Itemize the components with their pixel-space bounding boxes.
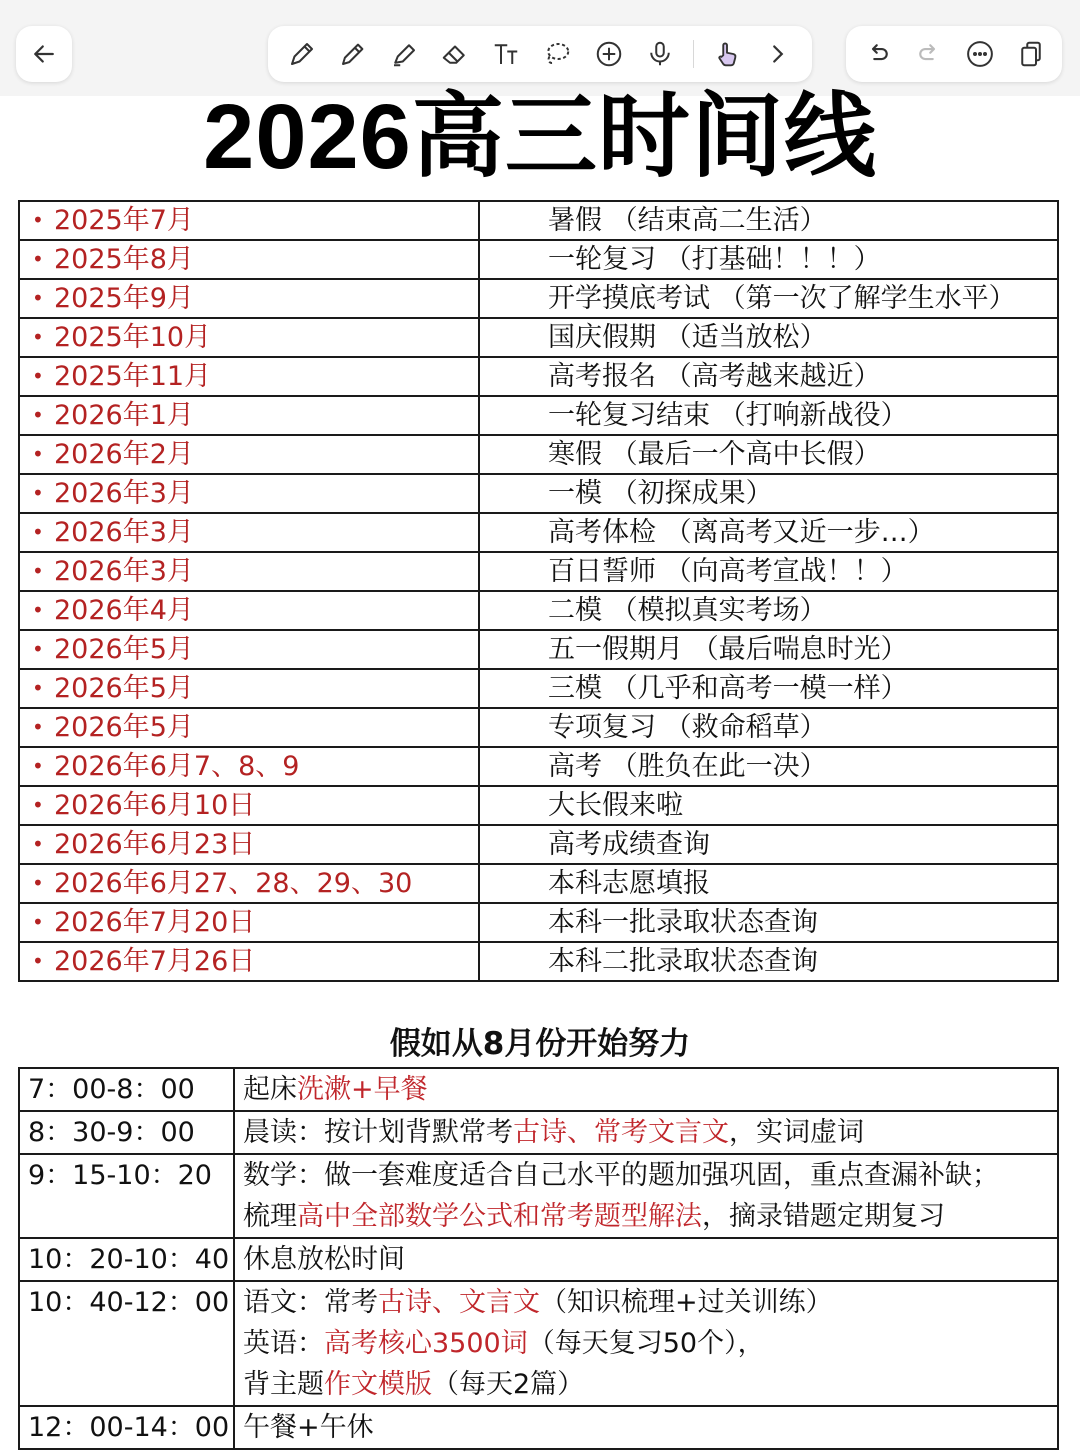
timeline-date-cell bbox=[19, 942, 479, 981]
task-text: 午餐+午休 bbox=[243, 1412, 374, 1443]
chevron-right-icon[interactable] bbox=[760, 36, 796, 72]
bullet-icon: • bbox=[32, 793, 44, 817]
schedule-task bbox=[234, 1154, 1058, 1238]
timeline-table bbox=[18, 200, 1059, 982]
timeline-row bbox=[19, 552, 1058, 591]
task-text: （每天复习50个）， bbox=[527, 1328, 765, 1359]
timeline-date: 2025年10月 bbox=[54, 322, 212, 353]
schedule-row bbox=[19, 1154, 1058, 1238]
timeline-date-cell bbox=[19, 318, 479, 357]
bullet-icon: • bbox=[32, 676, 44, 700]
timeline-event: 二模 （模拟真实考场） bbox=[479, 591, 1058, 630]
timeline-row bbox=[19, 786, 1058, 825]
schedule-task bbox=[234, 1281, 1058, 1406]
timeline-event: 国庆假期 （适当放松） bbox=[479, 318, 1058, 357]
timeline-date: 2026年6月10日 bbox=[54, 790, 256, 821]
timeline-date: 2026年1月 bbox=[54, 400, 194, 431]
schedule-task-line bbox=[243, 1196, 1057, 1237]
schedule-task-line bbox=[243, 1155, 1057, 1196]
schedule-task bbox=[234, 1238, 1058, 1281]
task-text: 语文：常考 bbox=[243, 1287, 378, 1318]
bullet-icon: • bbox=[32, 559, 44, 583]
timeline-row bbox=[19, 708, 1058, 747]
timeline-event: 开学摸底考试 （第一次了解学生水平） bbox=[479, 279, 1058, 318]
timeline-date: 2026年6月27、28、29、30 bbox=[54, 868, 413, 899]
undo-icon[interactable] bbox=[860, 36, 896, 72]
microphone-icon[interactable] bbox=[642, 36, 678, 72]
bullet-icon: • bbox=[32, 364, 44, 388]
timeline-date-cell bbox=[19, 240, 479, 279]
timeline-row bbox=[19, 201, 1058, 240]
bullet-icon: • bbox=[32, 832, 44, 856]
timeline-date: 2026年3月 bbox=[54, 556, 194, 587]
lasso-icon[interactable] bbox=[539, 36, 575, 72]
bullet-icon: • bbox=[32, 754, 44, 778]
schedule-row bbox=[19, 1238, 1058, 1281]
timeline-date: 2026年7月20日 bbox=[54, 907, 256, 938]
timeline-date-cell bbox=[19, 903, 479, 942]
hand-pointer-icon[interactable] bbox=[709, 36, 745, 72]
timeline-date-cell bbox=[19, 474, 479, 513]
document-actions bbox=[846, 26, 1062, 82]
timeline-event: 百日誓师 （向高考宣战！！） bbox=[479, 552, 1058, 591]
bullet-icon: • bbox=[32, 325, 44, 349]
timeline-row bbox=[19, 513, 1058, 552]
schedule-task bbox=[234, 1111, 1058, 1154]
bullet-icon: • bbox=[32, 637, 44, 661]
bullet-icon: • bbox=[32, 910, 44, 934]
bullet-icon: • bbox=[32, 403, 44, 427]
schedule-time: 8：30-9：00 bbox=[19, 1111, 234, 1154]
timeline-row bbox=[19, 396, 1058, 435]
timeline-row bbox=[19, 240, 1058, 279]
bullet-icon: • bbox=[32, 286, 44, 310]
timeline-row bbox=[19, 318, 1058, 357]
bullet-icon: • bbox=[32, 598, 44, 622]
task-text: 起床 bbox=[243, 1074, 297, 1105]
timeline-date-cell bbox=[19, 786, 479, 825]
timeline-row bbox=[19, 474, 1058, 513]
timeline-date-cell bbox=[19, 747, 479, 786]
timeline-date: 2026年2月 bbox=[54, 439, 194, 470]
timeline-date-cell bbox=[19, 396, 479, 435]
marker-icon[interactable] bbox=[386, 36, 422, 72]
bullet-icon: • bbox=[32, 949, 44, 973]
timeline-event: 大长假来啦 bbox=[479, 786, 1058, 825]
schedule-row bbox=[19, 1068, 1058, 1111]
bullet-icon: • bbox=[32, 871, 44, 895]
bullet-icon: • bbox=[32, 520, 44, 544]
schedule-time: 10：40-12：00 bbox=[19, 1281, 234, 1406]
timeline-date-cell bbox=[19, 825, 479, 864]
redo-icon[interactable] bbox=[911, 36, 947, 72]
timeline-event: 一轮复习 （打基础！！！） bbox=[479, 240, 1058, 279]
highlight-text: 古诗、文言文 bbox=[378, 1287, 540, 1318]
timeline-row bbox=[19, 903, 1058, 942]
timeline-event: 高考体检 （离高考又近一步…） bbox=[479, 513, 1058, 552]
bullet-icon: • bbox=[32, 715, 44, 739]
schedule-task-line bbox=[243, 1069, 1057, 1110]
timeline-event: 寒假 （最后一个高中长假） bbox=[479, 435, 1058, 474]
schedule-title: 假如从8月份开始努力 bbox=[389, 1026, 691, 1062]
toolbar-divider bbox=[693, 40, 694, 68]
more-icon[interactable] bbox=[962, 36, 998, 72]
timeline-row bbox=[19, 825, 1058, 864]
timeline-date: 2026年3月 bbox=[54, 517, 194, 548]
timeline-event: 高考 （胜负在此一决） bbox=[479, 747, 1058, 786]
arrow-left-icon bbox=[26, 36, 62, 72]
timeline-row bbox=[19, 630, 1058, 669]
timeline-date: 2026年7月26日 bbox=[54, 946, 256, 977]
timeline-date-cell bbox=[19, 591, 479, 630]
timeline-event: 高考成绩查询 bbox=[479, 825, 1058, 864]
schedule-task bbox=[234, 1406, 1058, 1449]
back-button[interactable] bbox=[16, 26, 72, 82]
timeline-event: 暑假 （结束高二生活） bbox=[479, 201, 1058, 240]
timeline-date: 2026年5月 bbox=[54, 634, 194, 665]
schedule-task-line bbox=[243, 1282, 1057, 1323]
task-text: 数学：做一套难度适合自己水平的题加强巩固，重点查漏补缺； bbox=[243, 1160, 999, 1191]
timeline-event: 五一假期月 （最后喘息时光） bbox=[479, 630, 1058, 669]
timeline-date-cell bbox=[19, 708, 479, 747]
task-text: （每天2篇） bbox=[432, 1369, 585, 1400]
highlight-text: 高考核心3500词 bbox=[324, 1328, 528, 1359]
timeline-date: 2026年6月23日 bbox=[54, 829, 256, 860]
schedule-task-line bbox=[243, 1323, 1057, 1364]
timeline-date: 2026年3月 bbox=[54, 478, 194, 509]
timeline-date: 2025年9月 bbox=[54, 283, 194, 314]
schedule-row bbox=[19, 1406, 1058, 1449]
timeline-date: 2026年6月7、8、9 bbox=[54, 751, 300, 782]
pen-icon[interactable] bbox=[284, 36, 320, 72]
timeline-row bbox=[19, 864, 1058, 903]
timeline-event: 三模 （几乎和高考一模一样） bbox=[479, 669, 1058, 708]
timeline-row bbox=[19, 435, 1058, 474]
bullet-icon: • bbox=[32, 247, 44, 271]
page-title: 2026高三时间线 bbox=[203, 86, 877, 188]
highlight-text: 高中全部数学公式和常考题型解法 bbox=[297, 1201, 702, 1232]
timeline-date-cell bbox=[19, 279, 479, 318]
task-text: 晨读：按计划背默常考 bbox=[243, 1117, 513, 1148]
timeline-row bbox=[19, 357, 1058, 396]
timeline-date-cell bbox=[19, 513, 479, 552]
task-text: 英语： bbox=[243, 1328, 324, 1359]
timeline-row bbox=[19, 669, 1058, 708]
timeline-date: 2025年11月 bbox=[54, 361, 212, 392]
schedule-time: 10：20-10：40 bbox=[19, 1238, 234, 1281]
pencil-icon[interactable] bbox=[335, 36, 371, 72]
schedule-time: 7：00-8：00 bbox=[19, 1068, 234, 1111]
timeline-row bbox=[19, 591, 1058, 630]
timeline-date: 2026年5月 bbox=[54, 673, 194, 704]
timeline-event: 高考报名 （高考越来越近） bbox=[479, 357, 1058, 396]
timeline-row bbox=[19, 279, 1058, 318]
schedule-task-line bbox=[243, 1239, 1057, 1280]
highlight-text: 作文模版 bbox=[324, 1369, 432, 1400]
schedule-task-line bbox=[243, 1112, 1057, 1153]
schedule-task bbox=[234, 1068, 1058, 1111]
drawing-tools bbox=[268, 26, 812, 82]
schedule-table bbox=[18, 1067, 1059, 1450]
timeline-date-cell bbox=[19, 201, 479, 240]
schedule-time: 9：15-10：20 bbox=[19, 1154, 234, 1238]
schedule-row bbox=[19, 1281, 1058, 1406]
timeline-date: 2025年8月 bbox=[54, 244, 194, 275]
highlight-text: 洗漱+早餐 bbox=[297, 1074, 428, 1105]
timeline-date: 2026年4月 bbox=[54, 595, 194, 626]
highlight-text: 古诗、常考文言文 bbox=[513, 1117, 729, 1148]
task-text: ，摘录错题定期复习 bbox=[702, 1201, 945, 1232]
task-text: 背主题 bbox=[243, 1369, 324, 1400]
timeline-date-cell bbox=[19, 669, 479, 708]
timeline-date-cell bbox=[19, 552, 479, 591]
timeline-date-cell bbox=[19, 435, 479, 474]
task-text: 梳理 bbox=[243, 1201, 297, 1232]
timeline-event: 本科二批录取状态查询 bbox=[479, 942, 1058, 981]
task-text: （知识梳理+过关训练） bbox=[540, 1287, 833, 1318]
timeline-event: 本科一批录取状态查询 bbox=[479, 903, 1058, 942]
bullet-icon: • bbox=[32, 442, 44, 466]
bullet-icon: • bbox=[32, 481, 44, 505]
pages-icon[interactable] bbox=[1013, 36, 1049, 72]
schedule-row bbox=[19, 1111, 1058, 1154]
bullet-icon: • bbox=[32, 208, 44, 232]
text-icon[interactable] bbox=[488, 36, 524, 72]
timeline-date-cell bbox=[19, 864, 479, 903]
task-text: ，实词虚词 bbox=[729, 1117, 864, 1148]
timeline-date-cell bbox=[19, 357, 479, 396]
timeline-date-cell bbox=[19, 630, 479, 669]
timeline-event: 专项复习 （救命稻草） bbox=[479, 708, 1058, 747]
schedule-task-line bbox=[243, 1364, 1057, 1405]
timeline-event: 本科志愿填报 bbox=[479, 864, 1058, 903]
timeline-row bbox=[19, 747, 1058, 786]
timeline-row bbox=[19, 942, 1058, 981]
timeline-date: 2026年5月 bbox=[54, 712, 194, 743]
task-text: 休息放松时间 bbox=[243, 1244, 405, 1275]
timeline-event: 一模 （初探成果） bbox=[479, 474, 1058, 513]
add-icon[interactable] bbox=[591, 36, 627, 72]
timeline-date: 2025年7月 bbox=[54, 205, 194, 236]
schedule-time: 12：00-14：00 bbox=[19, 1406, 234, 1449]
eraser-icon[interactable] bbox=[437, 36, 473, 72]
timeline-event: 一轮复习结束 （打响新战役） bbox=[479, 396, 1058, 435]
schedule-task-line bbox=[243, 1407, 1057, 1448]
